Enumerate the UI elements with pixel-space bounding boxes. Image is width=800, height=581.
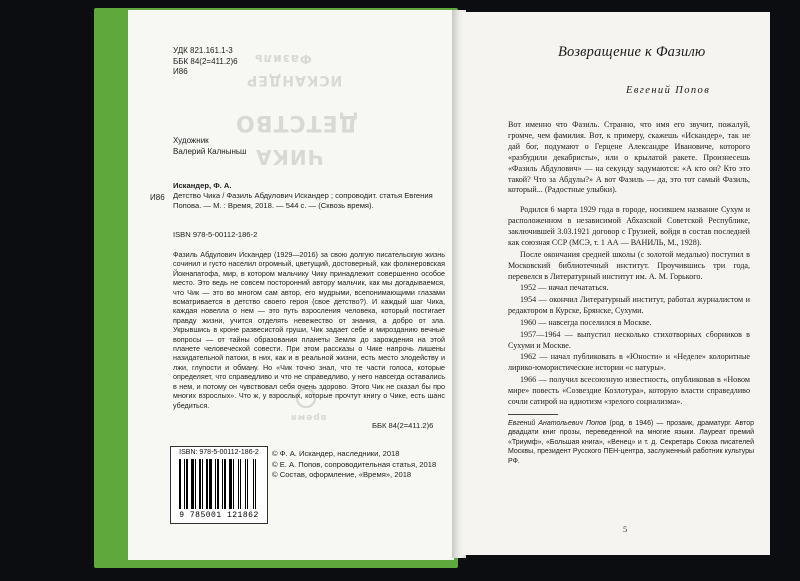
barcode-bar [186, 459, 188, 509]
barcode-bar [253, 459, 254, 509]
catalog-entry [173, 181, 441, 211]
ghost-cover-text: время [290, 412, 327, 422]
barcode-bars [179, 459, 261, 509]
copyright-line: © Е. А. Попов, сопроводительная статья, 2018 [272, 459, 437, 469]
udk-line: УДК 821.161.1-3 [173, 46, 233, 55]
barcode-bar [189, 459, 190, 509]
barcode-bar [233, 459, 234, 509]
barcode-bar [255, 459, 256, 509]
bbk-bottom: ББК 84(2=411.2)6 [372, 421, 434, 430]
barcode-bar [257, 459, 259, 509]
barcode-bar [184, 459, 185, 509]
barcode-bar [206, 459, 208, 509]
barcode-bar [242, 459, 244, 509]
copyright-block [272, 449, 436, 481]
barcode-bar [202, 459, 203, 509]
barcode-bar [199, 459, 201, 509]
udk-block [173, 46, 238, 78]
barcode-bar [229, 459, 232, 509]
ghost-cover-text: Фазиль [254, 52, 312, 66]
barcode-bar [238, 459, 239, 509]
copyright-line: © Состав, оформление, «Время», 2018 [272, 470, 412, 479]
barcode-bar [197, 459, 198, 509]
author-sign-line: И86 [173, 67, 188, 76]
barcode-bar [240, 459, 241, 509]
barcode-bar [215, 459, 216, 509]
barcode-bar [224, 459, 226, 509]
artist-block [173, 136, 246, 157]
barcode-bar [191, 459, 194, 509]
barcode [170, 446, 268, 524]
body-paragraph: 1957—1964 — выпустил несколько стихотворных сборников в Сухуми и Москве. [508, 329, 750, 350]
body-paragraph: Вот именно что Фазиль. Странно, что имя его звучит, пожалуй, громче, чем фамилия. Вот, к примеру, скажешь «Искандер», так не дай бог, подумают о Герцене Александре Ивановиче, которого «разбудили декабристы», или о крылатой ракете. Произнесешь «Фазиль Абдулович» — на секунду задумаются: «А кто он? Кто это такой? Что за Абдулы?» А вот Фазиль — да, это тот самый Фазиль, который... (Радостные улыбки). [508, 120, 750, 195]
barcode-bar [227, 459, 228, 509]
barcode-bar [249, 459, 252, 509]
book-annotation: Фазиль Абдулович Искандер (1929—2016) за свою долгую писательскую жизнь сочинил и густо населил огромный, цветущий, достоверный, как фолкнеровская Йокнапатофа, мир, в котором мальчику Чику принадлежит совершенно особое место. Это ведь не совсем посторонний автору мальчик, как мы догадываемся, что Чик — это во многом сам автор, его мудрыми, всепонимающими глазами всматривается в детство своего героя (свое детство?). И каждый шаг Чика, каждая новелла о нем — это путь взросления человека, который постигает правду жизни, учится отделять невежество от знания, а добро от зла. Укрывшись в кроне развесистой груши, Чик задает себе и мирозданию вечные вопросы — от тайны образования планеты Земля до зарождения на этой планете человеческой совести. При этом рассказы о Чике напрочь лишены назидательной патоки, в них, как и в реальной жизни, есть место злодейству и лжи, глупости и обману. Но «Чик точно знал, что те части голоса, которые определяет, что справедливо и что не справедливо, у него навсегда оставались в нем, и потому он чувствовал себя очень здорово. Этого Чик не сказал бы про многих взрослых». Что ж, у взрослых, которые прочтут книгу о Чике, есть шанс убедиться. [173, 250, 445, 410]
chapter-title: Возвращение к Фазилю [558, 44, 706, 60]
barcode-bar [220, 459, 221, 509]
footnote-text: (род. в 1946) — прозаик, драматург. Автор двадцати книг прозы, переведенной на многие языки. Лауреат премий «Триумф», «Большая книга», «Венец» и т. д. Секретарь Союза писателей Москвы, президент Русского ПЕН-центра, заслуженный работник культуры РФ. [508, 420, 754, 465]
chapter-author: Евгений Попов [626, 85, 711, 96]
barcode-bar [179, 459, 181, 509]
footnote [508, 419, 754, 466]
copyright-line: © Ф. А. Искандер, наследники, 2018 [272, 449, 400, 458]
artist-label: Художник [173, 136, 209, 145]
body-paragraph: После окончания средней школы (с золотой медалью) поступил в Московский библиотечный институт. Проучившись три года, перевелся в Литературный институт им. А. М. Горького. [508, 249, 750, 281]
bbk-line: ББК 84(2=411.2)6 [173, 56, 238, 66]
footnote-name: Евгений Анатольевич Попов [508, 420, 607, 427]
body-paragraph: Родился 6 марта 1929 года в городе, носившем название Сухум и расположенном в независимой Абхазской Советской Республике, заключившей 3.03.1921 договор с Грузией, войдя в состав последней как союзная ССР (МСЭ, т. 1 АА — ВАНИЛЬ, М., 1928). [508, 205, 750, 247]
barcode-bar [204, 459, 205, 509]
barcode-bar [235, 459, 237, 509]
body-paragraph: 1962 — начал публиковать в «Юности» и «Неделе» колоритные лирико-юмористические истории «с натуры». [508, 352, 750, 373]
footnote-rule [508, 414, 558, 415]
body-paragraph: 1960 — навсегда поселился в Москве. [520, 317, 652, 327]
barcode-bar [245, 459, 246, 509]
body-paragraph: 1954 — окончил Литературный институт, работал журналистом и редактором в Курске, Брянске, Сухуми. [508, 295, 750, 316]
chapter-body [508, 120, 750, 409]
artist-name: Валерий Калныньш [173, 146, 247, 156]
barcode-bar [222, 459, 223, 509]
page-number: 5 [623, 524, 628, 534]
barcode-bar [195, 459, 196, 509]
barcode-isbn: ISBN: 978-5-00112-186-2 [179, 449, 259, 456]
catalog-code: И86 [150, 193, 165, 202]
barcode-bar [182, 459, 183, 509]
barcode-bar [209, 459, 212, 509]
ghost-cover-text: ЧИКА [255, 145, 324, 169]
barcode-bar [247, 459, 248, 509]
body-paragraph: 1952 — начал печататься. [520, 283, 609, 293]
ghost-cover-text: ДЕТСТВО [235, 110, 359, 135]
ghost-cover-text: ИСКАНДЕР [246, 72, 343, 88]
body-paragraph: 1966 — получил всесоюзную известность, опубликовав в «Новом мире» повесть «Созвездие Козлотура», которую власти справедливо сочли сатирой на идиотизм «зрелого социализма». [508, 375, 750, 406]
barcode-number: 9 785001 121862 [179, 511, 259, 520]
catalog-description: Детство Чика / Фазиль Абдулович Искандер ; сопроводит. статья Евгения Попова. — М. : Время, 2018. — 544 с. — (Сквозь время). [173, 191, 433, 210]
catalog-author: Искандер, Ф. А. [173, 181, 232, 190]
barcode-bar [217, 459, 219, 509]
isbn-line: ISBN 978-5-00112-186-2 [173, 230, 258, 239]
barcode-bar [213, 459, 214, 509]
